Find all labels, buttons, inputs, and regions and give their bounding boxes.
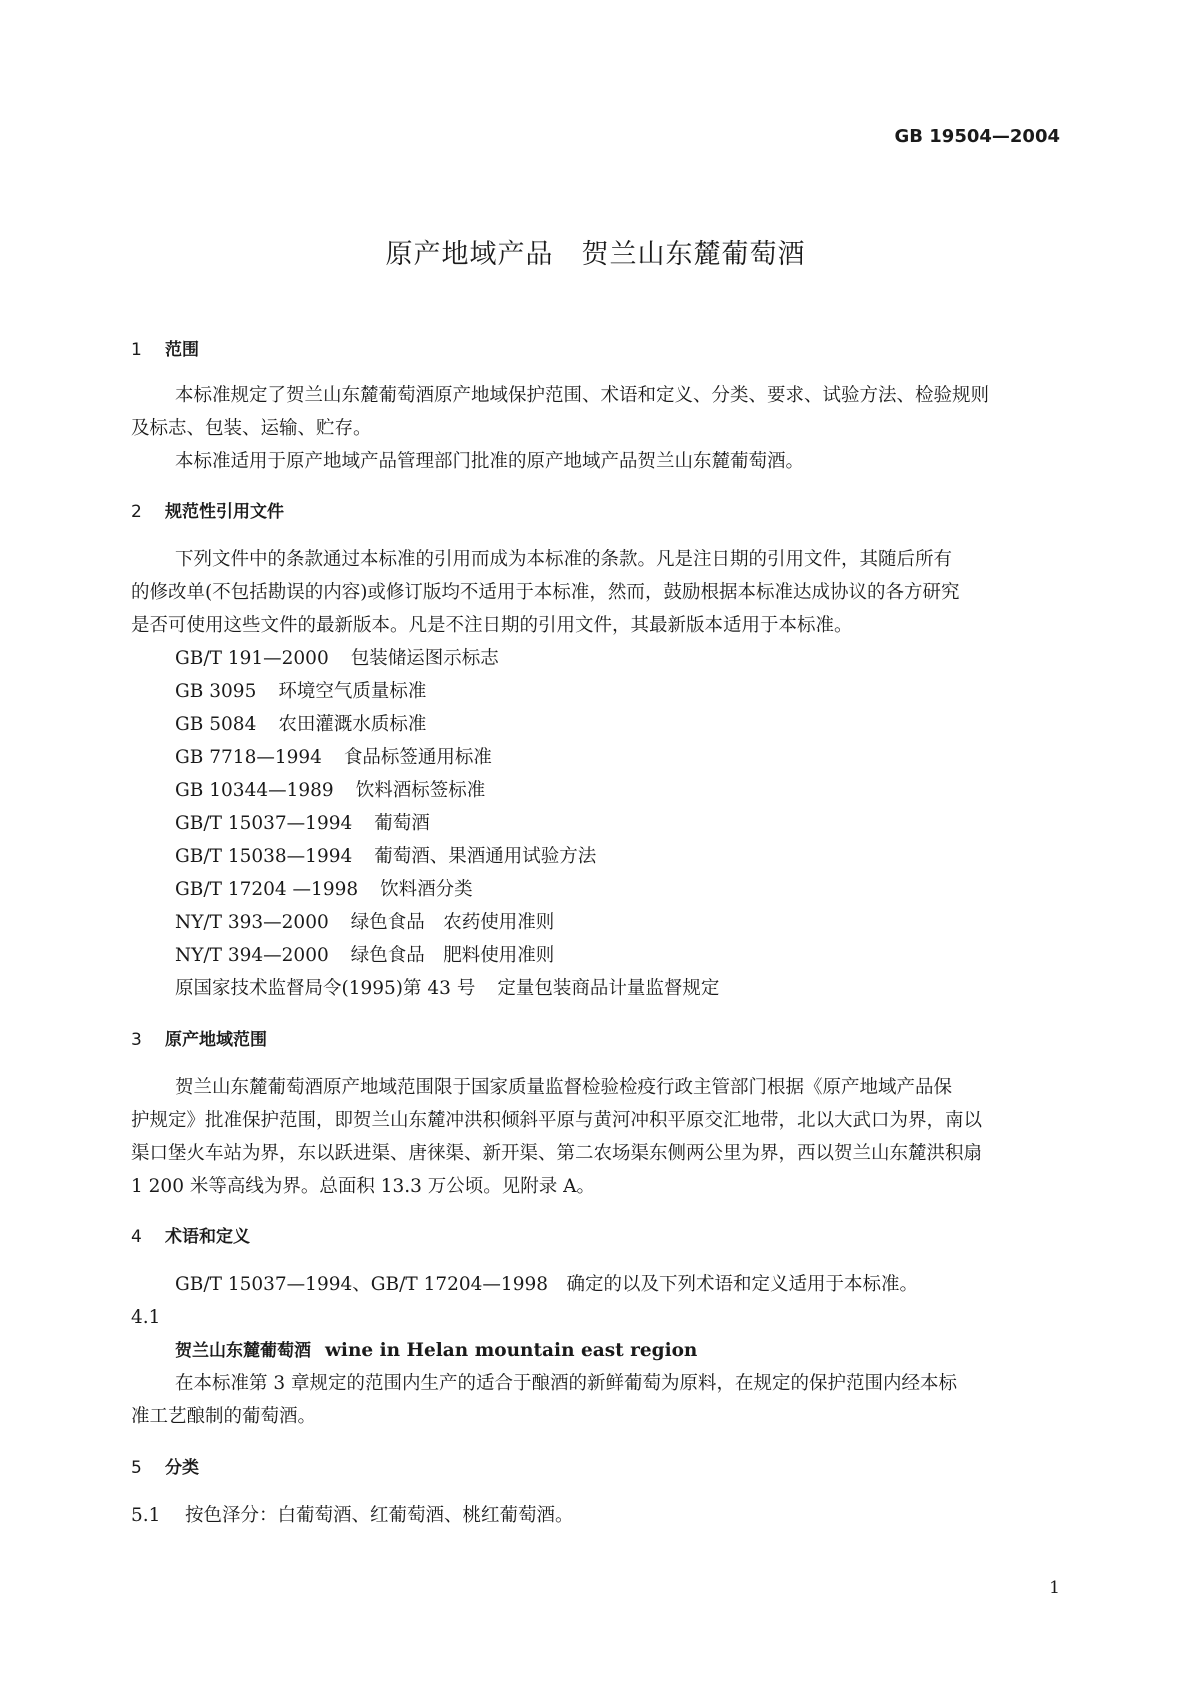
section-title: 范围 [165, 340, 199, 360]
paragraph-line: 下列文件中的条款通过本标准的引用而成为本标准的条款。凡是注日期的引用文件，其随后所有 [175, 549, 953, 570]
page-number: 1 [1049, 1578, 1060, 1598]
reference-item [175, 911, 554, 935]
section-number: 4 [131, 1227, 142, 1247]
paragraph-line: 1 200 米等高线为界。总面积 13.3 万公顷。见附录 A。 [131, 1176, 596, 1197]
section-title: 规范性引用文件 [165, 502, 284, 522]
reference-code: GB/T 17204 —1998 [175, 879, 359, 900]
section-3-heading [131, 1028, 267, 1052]
reference-code: GB 10344—1989 [175, 780, 334, 801]
paragraph-line: 的修改单(不包括勘误的内容)或修订版均不适用于本标准，然而，鼓励根据本标准达成协议的各方研究 [131, 582, 960, 603]
reference-title: 定量包装商品计量监督规定 [497, 978, 720, 999]
paragraph-line: 贺兰山东麓葡萄酒原产地域范围限于国家质量监督检验检疫行政主管部门根据《原产地域产品保 [175, 1077, 953, 1098]
reference-code: 原国家技术监督局令(1995)第 43 号 [175, 978, 476, 999]
reference-title: 食品标签通用标准 [343, 747, 492, 768]
section-number: 1 [131, 340, 142, 360]
reference-code: GB/T 15037—1994 [175, 813, 353, 834]
section-1-heading [131, 338, 199, 362]
reference-code: GB 5084 [175, 714, 257, 735]
paragraph-line: GB/T 15037—1994、GB/T 17204—1998 确定的以及下列术语和定义适用于本标准。 [175, 1274, 919, 1295]
paragraph-line: 护规定》批准保护范围，即贺兰山东麓冲洪积倾斜平原与黄河冲积平原交汇地带，北以大武口为界，南以 [131, 1110, 983, 1131]
reference-item [175, 746, 492, 770]
reference-item [175, 779, 485, 803]
section-title: 分类 [165, 1458, 199, 1478]
section-number: 3 [131, 1030, 142, 1050]
reference-title: 饮料酒分类 [380, 879, 473, 900]
reference-title: 葡萄酒、果酒通用试验方法 [374, 846, 597, 867]
term-entry [175, 1339, 697, 1363]
subsection-text: 按色泽分：白葡萄酒、红葡萄酒、桃红葡萄酒。 [185, 1505, 574, 1526]
paragraph-line: 准工艺酿制的葡萄酒。 [131, 1406, 317, 1427]
reference-code: GB/T 191—2000 [175, 648, 329, 669]
reference-item [175, 845, 596, 869]
reference-item [175, 878, 473, 902]
reference-title: 包装储运图示标志 [350, 648, 499, 669]
paragraph-line: 渠口堡火车站为界，东以跃进渠、唐徕渠、新开渠、第二农场渠东侧两公里为界，西以贺兰山东麓洪积扇 [131, 1143, 983, 1164]
paragraph-line: 是否可使用这些文件的最新版本。凡是不注日期的引用文件，其最新版本适用于本标准。 [131, 615, 853, 636]
reference-item [175, 680, 426, 704]
standard-code: GB 19504—2004 [894, 126, 1060, 147]
reference-code: NY/T 394—2000 [175, 945, 329, 966]
reference-item [175, 713, 426, 737]
subsection-number: 5.1 [131, 1505, 161, 1526]
section-title: 术语和定义 [165, 1227, 250, 1247]
section-4-heading [131, 1225, 250, 1249]
document-title: 原产地域产品 贺兰山东麓葡萄酒 [385, 239, 806, 270]
paragraph-line: 本标准规定了贺兰山东麓葡萄酒原产地域保护范围、术语和定义、分类、要求、试验方法、检验规则 [175, 385, 990, 406]
reference-code: GB/T 15038—1994 [175, 846, 353, 867]
reference-title: 饮料酒标签标准 [355, 780, 486, 801]
paragraph-line: 本标准适用于原产地域产品管理部门批准的原产地域产品贺兰山东麓葡萄酒。 [175, 451, 805, 472]
reference-title: 绿色食品 农药使用准则 [350, 912, 555, 933]
section-number: 5 [131, 1458, 142, 1478]
reference-title: 农田灌溉水质标准 [278, 714, 427, 735]
subsection-5-1 [131, 1504, 574, 1528]
reference-title: 绿色食品 肥料使用准则 [350, 945, 555, 966]
term-english: wine in Helan mountain east region [325, 1340, 698, 1361]
reference-item [175, 647, 499, 671]
reference-code: GB 7718—1994 [175, 747, 322, 768]
reference-item [175, 812, 430, 836]
section-number: 2 [131, 502, 142, 522]
reference-code: GB 3095 [175, 681, 257, 702]
paragraph-line: 及标志、包装、运输、贮存。 [131, 418, 372, 439]
reference-code: NY/T 393—2000 [175, 912, 329, 933]
reference-item [175, 944, 554, 968]
section-title: 原产地域范围 [165, 1030, 267, 1050]
section-5-heading [131, 1456, 199, 1480]
section-2-heading [131, 500, 284, 524]
reference-title: 环境空气质量标准 [278, 681, 427, 702]
paragraph-line: 在本标准第 3 章规定的范围内生产的适合于酿酒的新鲜葡萄为原料，在规定的保护范围内经本标 [175, 1373, 958, 1394]
subsection-number: 4.1 [131, 1307, 161, 1328]
reference-item [175, 977, 719, 1001]
term-chinese: 贺兰山东麓葡萄酒 [175, 1341, 311, 1361]
reference-title: 葡萄酒 [374, 813, 430, 834]
